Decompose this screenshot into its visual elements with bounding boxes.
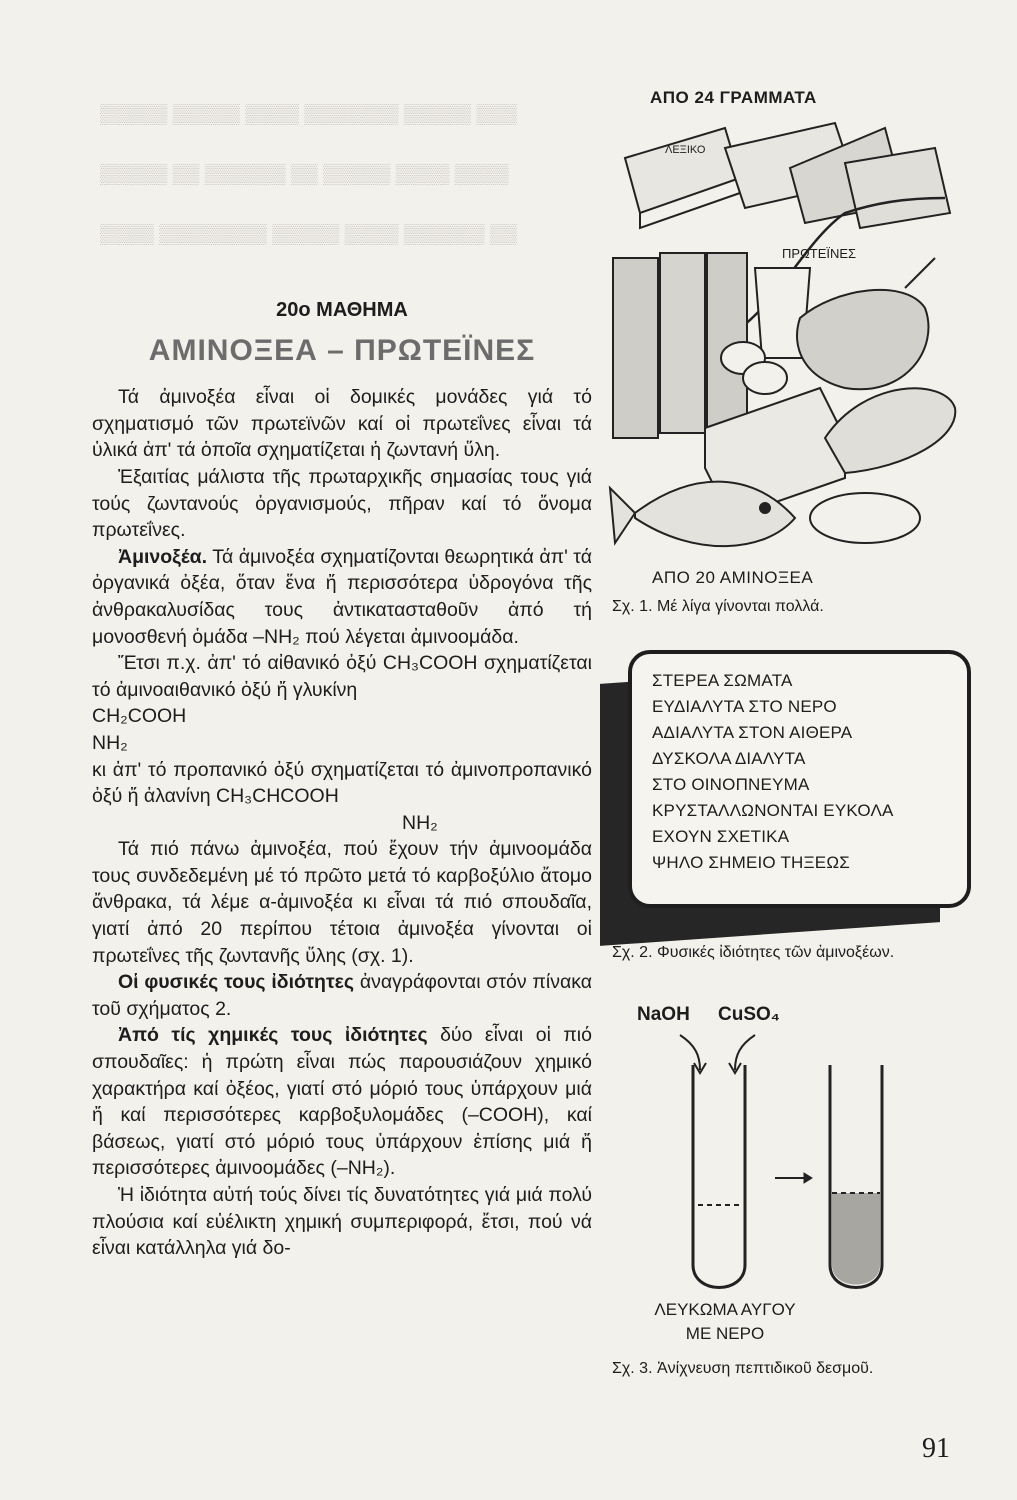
- paragraph: [92, 1022, 592, 1182]
- figure1-illustration: [605, 108, 965, 568]
- bold-term: Ἀμινοξέα.: [118, 545, 208, 568]
- paragraph: [92, 969, 592, 1022]
- property-item: ΚΡΥΣΤΑΛΛΩΝΟΝΤΑΙ ΕΥΚΟΛΑ: [652, 801, 894, 820]
- test-tubes-illustration: [640, 1025, 940, 1300]
- property-item: ΨΗΛΟ ΣΗΜΕΙΟ ΤΗΞΕΩΣ: [652, 853, 850, 872]
- tube-label-line: ΛΕΥΚΩΜΑ ΑΥΓΟΥ: [654, 1300, 796, 1319]
- lesson-label: 20ο ΜΑΘΗΜΑ: [276, 299, 408, 321]
- formula-line: CH₂COOH: [92, 705, 187, 728]
- bleed-through-text: ▒▒▒▒▒ ▒▒ ▒▒▒▒▒▒ ▒▒ ▒▒▒▒▒ ▒▒▒▒ ▒▒▒▒: [100, 164, 509, 185]
- paragraph: Ἡ ἰδιότητα αὐτή τούς δίνει τίς δυνατότητες γιά μιά πολύ πλούσια καί εὐέλικτη χημική συμπεριφορά, ἔτσι, πού νά εἶναι κατάλληλα γιά δο-: [92, 1184, 592, 1260]
- svg-text:ΛΕΞΙΚΟ: ΛΕΞΙΚΟ: [665, 144, 706, 156]
- page-title: ΑΜΙΝΟΞΕΑ – ΠΡΩΤΕΪΝΕΣ: [148, 333, 536, 367]
- figure1-top-label: ΑΠΟ 24 ΓΡΑΜΜΑΤΑ: [650, 88, 817, 107]
- paragraph-text: δύο εἶναι οἱ πιό σπουδαῖες: ἡ πρώτη εἶναι πώς παρουσιάζουν χημικό χαρακτήρα καί ὀξέος, γιατί στό μόριό τους ὑπάρχουν μιά ἤ καί περισσότερες καρβοξυλομάδες (–COOH), καί βάσεως, γιατί στό μόριό τους ὑπάρχουν ἐπίσης μιά ἤ περισσότερες ἀμινοομάδες (–NH₂).: [92, 1024, 592, 1180]
- property-item: ΣΤΟ ΟΙΝΟΠΝΕΥΜΑ: [652, 775, 810, 794]
- reagent-label-naoh: NaOH: [637, 1004, 690, 1025]
- paragraph: [92, 544, 592, 650]
- figure2-properties-box: [628, 650, 971, 908]
- bleed-through-text: ▒▒▒▒▒ ▒▒▒▒▒ ▒▒▒▒ ▒▒▒▒▒▒▒ ▒▒▒▒▒ ▒▒▒: [100, 104, 517, 125]
- tube-label-line: ΜΕ ΝΕΡΟ: [685, 1324, 765, 1343]
- paragraph-text: Τά ἀμινοξέα σχηματίζονται θεωρητικά ἀπ' τά ὀργανικά ὀξέα, ὅταν ἕνα ἤ περισσότερα ὑδρογόνα τῆς ἀνθρακαλυσίδας τους ἀντικατασταθοῦν ἀπό τή μονοσθενή ὁμάδα –NH₂ πού λέγεται ἀμινοομάδα.: [92, 545, 592, 648]
- property-item: ΕΥΔΙΑΛΥΤΑ ΣΤΟ ΝΕΡΟ: [652, 697, 837, 716]
- bold-term: Ἀπό τίς χημικές τους ἰδιότητες: [118, 1024, 428, 1047]
- paragraph-text: ἀναγράφονται στόν πίνακα τοῦ σχήματος 2.: [92, 971, 592, 1020]
- main-text-column: [92, 92, 592, 1262]
- paragraph: Ἐξαιτίας μάλιστα τῆς πρωταρχικῆς σημασίας τους γιά τούς ζωντανούς ὀργανισμούς, πῆραν καί τό ὄνομα πρωτεΐνες.: [92, 465, 592, 542]
- property-item: ΑΔΙΑΛΥΤΑ ΣΤΟΝ ΑΙΘΕΡΑ: [652, 723, 853, 742]
- formula-line: NH₂: [402, 811, 438, 834]
- bleed-through-text: ▒▒▒▒ ▒▒▒▒▒▒▒▒ ▒▒▒▒▒ ▒▒▒▒ ▒▒▒▒▒▒ ▒▒: [100, 224, 517, 245]
- paragraph: Τά ἀμινοξέα εἶναι οἱ δομικές μονάδες γιά τό σχηματισμό τῶν πρωτεϊνῶν καί οἱ πρωτεΐνες εἶναι τά ὑλικά ἀπ' τά ὁποῖα σχηματίζεται ἡ ζωντανή ὕλη.: [92, 386, 592, 462]
- property-item: ΣΤΕΡΕΑ ΣΩΜΑΤΑ: [652, 671, 793, 690]
- paragraph: κι ἀπ' τό προπανικό ὀξύ σχηματίζεται τό ἀμινοπροπανικό ὀξύ ἤ ἀλανίνη CH₃CHCOOH: [92, 758, 592, 808]
- tube-label: [620, 1298, 830, 1346]
- properties-list: [652, 668, 967, 876]
- figure1-caption: Σχ. 1. Μέ λίγα γίνονται πολλά.: [612, 598, 824, 615]
- figure3-caption: Σχ. 3. Ἀνίχνευση πεπτιδικοῦ δεσμοῦ.: [612, 1360, 874, 1377]
- figure2-caption: Σχ. 2. Φυσικές ἰδιότητες τῶν ἀμινοξέων.: [612, 944, 895, 961]
- page-number: 91: [922, 1433, 950, 1464]
- paragraph: Ἔτσι π.χ. ἀπ' τό αἰθανικό ὀξύ CH₃COOH σχηματίζεται τό ἀμινοαιθανικό ὀξύ ἤ γλυκίνη: [92, 652, 592, 701]
- property-item: ΔΥΣΚΟΛΑ ΔΙΑΛΥΤΑ: [652, 749, 806, 768]
- bold-term: Οἱ φυσικές τους ἰδιότητες: [118, 971, 355, 994]
- figure1-bottom-label: ΑΠΟ 20 ΑΜΙΝΟΞΕΑ: [652, 568, 814, 587]
- formula-line: NH₂: [92, 731, 128, 754]
- reagent-label-cuso4: CuSO₄: [718, 1004, 780, 1025]
- paragraph: Τά πιό πάνω ἀμινοξέα, πού ἔχουν τήν ἀμινοομάδα τους συνδεδεμένη μέ τό πρῶτο μετά τό καρβοξύλιο ἄτομο ἄνθρακα, τά λέμε α-ἀμινοξέα κι εἶναι τά πιό σπουδαῖα, γιατί ἀπό 20 περίπου τέτοια ἀμινοξέα γίνονται οἱ πρωτεΐνες τῆς ζωντανῆς ὕλης (σχ. 1).: [92, 838, 592, 967]
- proteins-label: ΠΡΩΤΕΪΝΕΣ: [782, 246, 857, 261]
- property-item: ΕΧΟΥΝ ΣΧΕΤΙΚΑ: [652, 827, 790, 846]
